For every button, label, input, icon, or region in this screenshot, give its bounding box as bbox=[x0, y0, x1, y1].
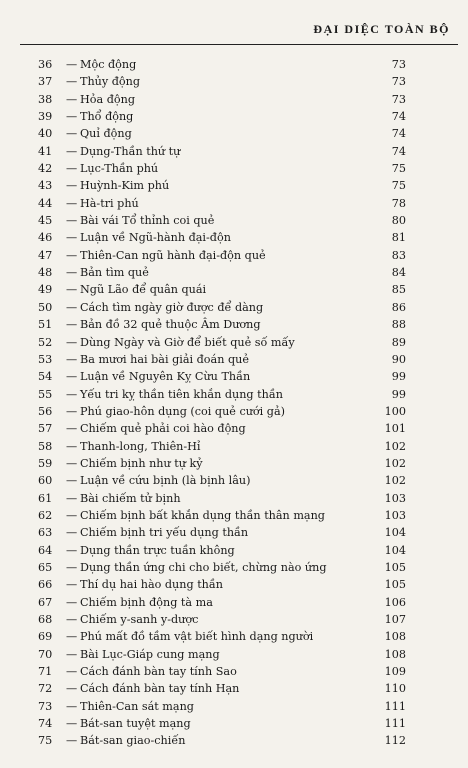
entry-page-number: 99 bbox=[391, 370, 406, 384]
entry-title: Dùng Ngày và Giờ để biết quẻ số mấy bbox=[80, 335, 295, 349]
toc-entry bbox=[38, 576, 406, 593]
entry-number: 51 bbox=[38, 318, 53, 332]
entry-dash: — bbox=[66, 665, 78, 679]
toc-entry bbox=[38, 490, 406, 507]
entry-dash: — bbox=[66, 717, 78, 731]
entry-dash: — bbox=[66, 613, 78, 626]
toc-entry bbox=[38, 368, 406, 385]
entry-dash: — bbox=[66, 526, 78, 540]
entry-page-number: 110 bbox=[384, 682, 406, 696]
entry-title: Quỉ động bbox=[80, 127, 132, 141]
toc-entry bbox=[38, 628, 406, 645]
entry-title: Bài vái Tổ thỉnh coi quẻ bbox=[80, 214, 215, 228]
entry-page-number: 102 bbox=[384, 474, 406, 488]
entry-dash: — bbox=[66, 196, 78, 210]
entry-page-number: 75 bbox=[391, 179, 406, 193]
entry-dash: — bbox=[66, 110, 78, 124]
toc-entry bbox=[38, 663, 406, 680]
entry-title: Chiếm bịnh như tự kỷ bbox=[80, 456, 203, 470]
toc-entry bbox=[38, 680, 406, 697]
entry-title: Thí dụ hai hào dụng thần bbox=[80, 578, 223, 592]
entry-title: Thiên-Can ngũ hành đại-độn quẻ bbox=[80, 248, 266, 262]
entry-number: 74 bbox=[38, 717, 53, 731]
entry-number: 38 bbox=[38, 92, 53, 106]
entry-number: 47 bbox=[38, 248, 53, 262]
entry-dash: — bbox=[66, 179, 78, 193]
toc-entry bbox=[38, 334, 406, 351]
entry-page-number: 111 bbox=[384, 699, 406, 713]
entry-dash: — bbox=[66, 335, 78, 349]
entry-title: Cách tìm ngày giờ được để dàng bbox=[80, 300, 264, 314]
entry-title: Bài chiếm tử bịnh bbox=[80, 491, 181, 505]
entry-title: Hỏa động bbox=[80, 92, 135, 106]
entry-title: Bản tìm quẻ bbox=[80, 266, 149, 280]
entry-page-number: 74 bbox=[391, 127, 406, 141]
entry-dash: — bbox=[66, 439, 78, 453]
toc-entry bbox=[38, 524, 406, 541]
entry-page-number: 86 bbox=[391, 300, 406, 314]
entry-number: 42 bbox=[38, 162, 53, 176]
entry-number: 67 bbox=[38, 595, 53, 609]
entry-title: Thiên-Can sát mạng bbox=[80, 699, 194, 713]
page-header bbox=[20, 10, 458, 45]
toc-entry bbox=[38, 698, 406, 715]
entry-number: 46 bbox=[38, 231, 53, 245]
entry-page-number: 102 bbox=[384, 439, 406, 453]
entry-title: Chiếm y-sanh y-dược bbox=[80, 613, 199, 626]
entry-dash: — bbox=[66, 647, 78, 661]
entry-title: Bát-san giao-chiến bbox=[80, 734, 186, 748]
toc-entry bbox=[38, 56, 406, 73]
entry-title: Dụng-Thần thứ tự bbox=[80, 144, 181, 158]
toc-entry bbox=[38, 264, 406, 281]
entry-page-number: 89 bbox=[391, 335, 406, 349]
toc-entry bbox=[38, 507, 406, 524]
toc-entry bbox=[38, 247, 406, 264]
entry-title: Huỳnh-Kim phú bbox=[80, 179, 170, 193]
entry-dash: — bbox=[66, 491, 78, 505]
entry-number: 48 bbox=[38, 266, 53, 280]
entry-page-number: 112 bbox=[384, 734, 406, 748]
entry-number: 59 bbox=[38, 456, 53, 470]
entry-dash: — bbox=[66, 318, 78, 332]
toc-entry bbox=[38, 160, 406, 177]
entry-dash: — bbox=[66, 214, 78, 228]
entry-page-number: 101 bbox=[384, 422, 406, 436]
entry-number: 62 bbox=[38, 508, 53, 522]
entry-page-number: 78 bbox=[391, 196, 406, 210]
entry-title: Thổ động bbox=[80, 110, 134, 124]
entry-page-number: 108 bbox=[384, 647, 406, 661]
toc-entry bbox=[38, 420, 406, 437]
toc-entry bbox=[38, 472, 406, 489]
toc-entry bbox=[38, 177, 406, 194]
entry-title: Chiếm bịnh bất khắn dụng thần thân mạng bbox=[80, 508, 325, 522]
entry-dash: — bbox=[66, 300, 78, 314]
table-of-contents bbox=[38, 56, 406, 750]
toc-entry bbox=[38, 715, 406, 732]
entry-number: 45 bbox=[38, 214, 53, 228]
entry-page-number: 107 bbox=[384, 613, 406, 626]
entry-title: Bài Lục-Giáp cung mạng bbox=[80, 647, 220, 661]
toc-entry bbox=[38, 108, 406, 125]
entry-number: 36 bbox=[38, 58, 53, 71]
entry-page-number: 99 bbox=[391, 387, 406, 401]
entry-dash: — bbox=[66, 248, 78, 262]
entry-title: Yếu tri kỵ thần tiên khắn dụng thần bbox=[80, 387, 283, 401]
entry-number: 58 bbox=[38, 439, 53, 453]
entry-number: 70 bbox=[38, 647, 53, 661]
toc-entry bbox=[38, 455, 406, 472]
entry-title: Dụng thần trực tuần không bbox=[80, 543, 235, 557]
toc-entry bbox=[38, 611, 406, 628]
toc-entry bbox=[38, 281, 406, 298]
entry-title: Mộc động bbox=[80, 58, 137, 71]
entry-dash: — bbox=[66, 456, 78, 470]
entry-number: 60 bbox=[38, 474, 53, 488]
entry-number: 53 bbox=[38, 352, 53, 366]
entry-dash: — bbox=[66, 231, 78, 245]
entry-dash: — bbox=[66, 474, 78, 488]
entry-page-number: 75 bbox=[391, 162, 406, 176]
toc-entry bbox=[38, 351, 406, 368]
entry-title: Luận về Nguyên Kỵ Cừu Thần bbox=[80, 370, 251, 384]
entry-title: Thanh-long, Thiên-Hỉ bbox=[80, 439, 201, 453]
entry-page-number: 109 bbox=[384, 665, 406, 679]
entry-number: 37 bbox=[38, 75, 53, 89]
entry-number: 66 bbox=[38, 578, 53, 592]
entry-dash: — bbox=[66, 630, 78, 644]
entry-dash: — bbox=[66, 387, 78, 401]
entry-page-number: 111 bbox=[384, 717, 406, 731]
toc-entry bbox=[38, 542, 406, 559]
entry-number: 39 bbox=[38, 110, 53, 124]
entry-title: Chiếm quẻ phải coi hào động bbox=[80, 422, 246, 436]
entry-dash: — bbox=[66, 144, 78, 158]
entry-title: Phú mất đồ tầm vật biết hình dạng người bbox=[80, 630, 314, 644]
toc-entry bbox=[38, 229, 406, 246]
entry-title: Chiếm bịnh tri yếu dụng thần bbox=[80, 526, 249, 540]
entry-title: Lục-Thần phú bbox=[80, 162, 159, 176]
entry-dash: — bbox=[66, 578, 78, 592]
toc-entry bbox=[38, 594, 406, 611]
entry-number: 65 bbox=[38, 560, 53, 574]
entry-title: Phú giao-hôn dụng (coi quẻ cưới gả) bbox=[80, 404, 285, 418]
toc-entry bbox=[38, 316, 406, 333]
entry-dash: — bbox=[66, 404, 78, 418]
entry-page-number: 90 bbox=[391, 352, 406, 366]
entry-dash: — bbox=[66, 127, 78, 141]
entry-dash: — bbox=[66, 266, 78, 280]
toc-entry bbox=[38, 386, 406, 403]
toc-entry bbox=[38, 403, 406, 420]
entry-page-number: 85 bbox=[391, 283, 406, 297]
toc-entry bbox=[38, 195, 406, 212]
entry-title: Thủy động bbox=[80, 75, 141, 89]
entry-title: Hà-tri phú bbox=[80, 196, 139, 210]
entry-number: 52 bbox=[38, 335, 53, 349]
entry-number: 54 bbox=[38, 370, 53, 384]
toc-entry bbox=[38, 646, 406, 663]
entry-dash: — bbox=[66, 58, 78, 71]
entry-title: Dụng thần ứng chi cho biết, chừng nào ứng bbox=[80, 560, 327, 574]
entry-title: Cách đánh bàn tay tính Hạn bbox=[80, 682, 240, 696]
entry-number: 61 bbox=[38, 491, 53, 505]
toc-entry bbox=[38, 732, 406, 749]
entry-dash: — bbox=[66, 92, 78, 106]
entry-page-number: 83 bbox=[391, 248, 406, 262]
entry-page-number: 73 bbox=[391, 58, 406, 71]
entry-dash: — bbox=[66, 283, 78, 297]
entry-number: 73 bbox=[38, 699, 53, 713]
entry-page-number: 103 bbox=[384, 508, 406, 522]
entry-title: Cách đánh bàn tay tính Sao bbox=[80, 665, 237, 679]
entry-dash: — bbox=[66, 734, 78, 748]
entry-page-number: 103 bbox=[384, 491, 406, 505]
entry-page-number: 81 bbox=[391, 231, 406, 245]
entry-page-number: 104 bbox=[384, 543, 406, 557]
entry-number: 55 bbox=[38, 387, 53, 401]
toc-entry bbox=[38, 212, 406, 229]
entry-dash: — bbox=[66, 682, 78, 696]
entry-page-number: 88 bbox=[391, 318, 406, 332]
entry-title: Bản đồ 32 quẻ thuộc Âm Dương bbox=[80, 318, 261, 332]
entry-dash: — bbox=[66, 543, 78, 557]
entry-number: 75 bbox=[38, 734, 53, 748]
entry-page-number: 105 bbox=[384, 560, 406, 574]
entry-number: 44 bbox=[38, 196, 53, 210]
entry-number: 72 bbox=[38, 682, 53, 696]
toc-entry bbox=[38, 73, 406, 90]
entry-dash: — bbox=[66, 422, 78, 436]
entry-page-number: 74 bbox=[391, 110, 406, 124]
entry-number: 43 bbox=[38, 179, 53, 193]
entry-page-number: 102 bbox=[384, 456, 406, 470]
entry-number: 49 bbox=[38, 283, 53, 297]
entry-page-number: 108 bbox=[384, 630, 406, 644]
entry-title: Bát-san tuyệt mạng bbox=[80, 717, 191, 731]
entry-title: Luận về cứu bịnh (là bịnh lâu) bbox=[80, 474, 251, 488]
entry-title: Chiếm bịnh động tà ma bbox=[80, 595, 213, 609]
running-title: ĐẠI DIỆC TOÀN BỘ bbox=[313, 22, 450, 36]
entry-page-number: 84 bbox=[391, 266, 406, 280]
entry-page-number: 105 bbox=[384, 578, 406, 592]
entry-number: 50 bbox=[38, 300, 53, 314]
entry-number: 57 bbox=[38, 422, 53, 436]
entry-page-number: 74 bbox=[391, 144, 406, 158]
entry-dash: — bbox=[66, 370, 78, 384]
entry-number: 63 bbox=[38, 526, 53, 540]
entry-dash: — bbox=[66, 595, 78, 609]
entry-dash: — bbox=[66, 560, 78, 574]
entry-title: Ba mươi hai bài giải đoán quẻ bbox=[80, 352, 249, 366]
entry-page-number: 106 bbox=[384, 595, 406, 609]
entry-dash: — bbox=[66, 699, 78, 713]
entry-number: 64 bbox=[38, 543, 53, 557]
entry-title: Luận về Ngũ-hành đại-độn bbox=[80, 231, 231, 245]
entry-title: Ngũ Lão để quân quái bbox=[80, 283, 207, 297]
toc-entry bbox=[38, 125, 406, 142]
toc-entry bbox=[38, 91, 406, 108]
entry-page-number: 80 bbox=[391, 214, 406, 228]
entry-dash: — bbox=[66, 75, 78, 89]
entry-page-number: 73 bbox=[391, 92, 406, 106]
entry-page-number: 100 bbox=[384, 404, 406, 418]
entry-page-number: 73 bbox=[391, 75, 406, 89]
toc-entry bbox=[38, 559, 406, 576]
entry-dash: — bbox=[66, 352, 78, 366]
toc-entry bbox=[38, 438, 406, 455]
toc-entry bbox=[38, 299, 406, 316]
entry-number: 56 bbox=[38, 404, 53, 418]
entry-dash: — bbox=[66, 162, 78, 176]
entry-number: 40 bbox=[38, 127, 53, 141]
entry-number: 41 bbox=[38, 144, 53, 158]
toc-entry bbox=[38, 143, 406, 160]
entry-number: 68 bbox=[38, 613, 53, 626]
entry-number: 69 bbox=[38, 630, 53, 644]
entry-number: 71 bbox=[38, 665, 53, 679]
entry-dash: — bbox=[66, 508, 78, 522]
entry-page-number: 104 bbox=[384, 526, 406, 540]
